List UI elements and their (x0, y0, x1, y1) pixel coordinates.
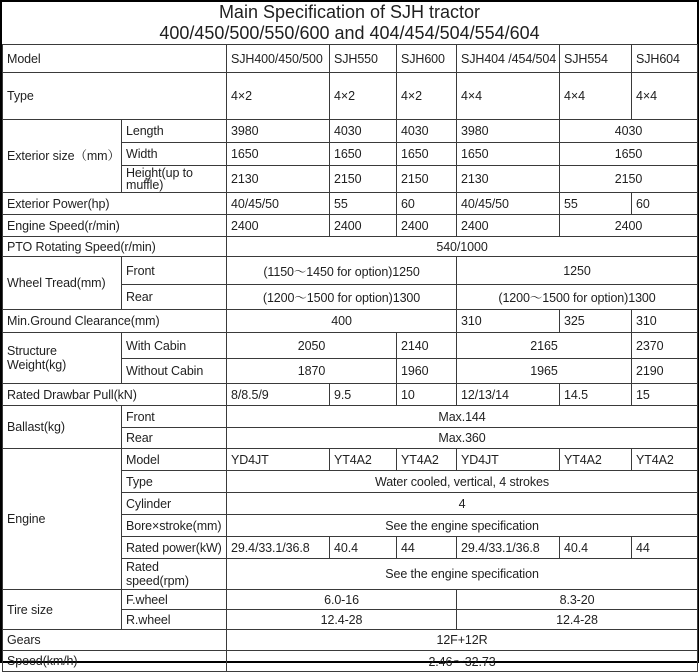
exterior-power-value: 40/45/50 (227, 193, 330, 215)
length-value: 3980 (227, 120, 330, 143)
ground-clearance-value: 310 (632, 310, 698, 333)
front-wheel-label: F.wheel (122, 590, 227, 610)
rated-speed-label: Rated speed(rpm) (122, 559, 227, 590)
engine-model-value: YT4A2 (560, 449, 632, 471)
tire-size-label: Tire size (3, 590, 122, 630)
width-value: 1650 (227, 143, 330, 166)
wheel-tread-rear-value: (1200～1500 for option)1300 (457, 285, 698, 310)
pto-label: PTO Rotating Speed(r/min) (3, 237, 227, 257)
pto-value: 540/1000 (227, 237, 698, 257)
without-cabin-value: 1965 (457, 359, 632, 384)
row-exterior-power (3, 193, 698, 215)
page-title-line1: Main Specification of SJH tractor (218, 2, 481, 22)
spec-table (2, 44, 698, 672)
row-gears (3, 630, 698, 651)
ground-clearance-value: 310 (457, 310, 560, 333)
width-value: 1650 (457, 143, 560, 166)
ground-clearance-value: 325 (560, 310, 632, 333)
rear-wheel-value: 12.4-28 (227, 610, 457, 630)
exterior-power-value: 60 (397, 193, 457, 215)
front-wheel-value: 6.0-16 (227, 590, 457, 610)
height-label: Height(up to muffle) (122, 166, 227, 193)
exterior-size-label: Exterior size（mm） (3, 120, 122, 193)
rated-power-value: 40.4 (560, 537, 632, 559)
model-row-label: Model (3, 45, 227, 73)
rated-power-value: 29.4/33.1/36.8 (227, 537, 330, 559)
exterior-power-value: 55 (330, 193, 397, 215)
engine-type-value: Water cooled, vertical, 4 strokes (227, 471, 698, 493)
model-value: SJH400/450/500 (227, 45, 330, 73)
exterior-power-value: 60 (632, 193, 698, 215)
wheel-tread-label: Wheel Tread(mm) (3, 257, 122, 310)
rated-power-value: 44 (632, 537, 698, 559)
drawbar-value: 15 (632, 384, 698, 406)
height-value: 2150 (330, 166, 397, 193)
length-value: 4030 (397, 120, 457, 143)
type-value: 4×4 (457, 73, 560, 120)
engine-model-label: Model (122, 449, 227, 471)
model-value: SJH404 /454/504 (457, 45, 560, 73)
without-cabin-label: Without Cabin (122, 359, 227, 384)
drawbar-value: 10 (397, 384, 457, 406)
wheel-tread-front-label: Front (122, 257, 227, 285)
row-model (3, 45, 698, 73)
rated-speed-value: See the engine specification (227, 559, 698, 590)
engine-speed-label: Engine Speed(r/min) (3, 215, 227, 237)
with-cabin-value: 2165 (457, 333, 632, 359)
row-engine-model (3, 449, 698, 471)
wheel-tread-rear-label: Rear (122, 285, 227, 310)
engine-speed-value: 2400 (560, 215, 698, 237)
width-value: 1650 (560, 143, 698, 166)
engine-model-value: YT4A2 (330, 449, 397, 471)
length-value: 4030 (560, 120, 698, 143)
bore-stroke-label: Bore×stroke(mm) (122, 515, 227, 537)
engine-speed-value: 2400 (457, 215, 560, 237)
gears-label: Gears (3, 630, 227, 651)
row-speed (3, 651, 698, 672)
page-title-line2: 400/450/500/550/600 and 404/454/504/554/604 (159, 23, 540, 43)
engine-speed-value: 2400 (330, 215, 397, 237)
exterior-power-value: 40/45/50 (457, 193, 560, 215)
row-ballast-front (3, 406, 698, 428)
rated-power-value: 44 (397, 537, 457, 559)
rear-wheel-label: R.wheel (122, 610, 227, 630)
cylinder-label: Cylinder (122, 493, 227, 515)
ground-clearance-label: Min.Ground Clearance(mm) (3, 310, 227, 333)
row-with-cabin (3, 333, 698, 359)
drawbar-value: 12/13/14 (457, 384, 560, 406)
engine-model-value: YD4JT (457, 449, 560, 471)
width-value: 1650 (397, 143, 457, 166)
without-cabin-value: 1960 (397, 359, 457, 384)
rated-power-label: Rated power(kW) (122, 537, 227, 559)
height-value: 2150 (560, 166, 698, 193)
type-value: 4×4 (632, 73, 698, 120)
row-ground-clearance (3, 310, 698, 333)
row-engine-speed (3, 215, 698, 237)
type-value: 4×4 (560, 73, 632, 120)
height-value: 2130 (457, 166, 560, 193)
model-value: SJH600 (397, 45, 457, 73)
model-value: SJH550 (330, 45, 397, 73)
row-pto (3, 237, 698, 257)
ballast-rear-label: Rear (122, 428, 227, 449)
engine-speed-value: 2400 (397, 215, 457, 237)
speed-value: 2.46～32.73 (227, 651, 698, 672)
engine-speed-value: 2400 (227, 215, 330, 237)
length-value: 3980 (457, 120, 560, 143)
rated-power-value: 29.4/33.1/36.8 (457, 537, 560, 559)
engine-model-value: YD4JT (227, 449, 330, 471)
type-row-label: Type (3, 73, 227, 120)
type-value: 4×2 (397, 73, 457, 120)
engine-label: Engine (3, 449, 122, 590)
row-type (3, 73, 698, 120)
engine-model-value: YT4A2 (632, 449, 698, 471)
exterior-power-label: Exterior Power(hp) (3, 193, 227, 215)
drawbar-label: Rated Drawbar Pull(kN) (3, 384, 227, 406)
rated-power-value: 40.4 (330, 537, 397, 559)
bore-stroke-value: See the engine specification (227, 515, 698, 537)
without-cabin-value: 2190 (632, 359, 698, 384)
engine-model-value: YT4A2 (397, 449, 457, 471)
row-wheel-tread-front (3, 257, 698, 285)
ground-clearance-value: 400 (227, 310, 457, 333)
row-length (3, 120, 698, 143)
wheel-tread-front-value: 1250 (457, 257, 698, 285)
drawbar-value: 9.5 (330, 384, 397, 406)
gears-value: 12F+12R (227, 630, 698, 651)
drawbar-value: 14.5 (560, 384, 632, 406)
drawbar-value: 8/8.5/9 (227, 384, 330, 406)
length-value: 4030 (330, 120, 397, 143)
front-wheel-value: 8.3-20 (457, 590, 698, 610)
with-cabin-value: 2140 (397, 333, 457, 359)
wheel-tread-front-value: (1150～1450 for option)1250 (227, 257, 457, 285)
wheel-tread-rear-value: (1200～1500 for option)1300 (227, 285, 457, 310)
model-value: SJH604 (632, 45, 698, 73)
structure-weight-label: Structure Weight(kg) (3, 333, 122, 384)
ballast-front-label: Front (122, 406, 227, 428)
speed-label: Speed(km/h) (3, 651, 227, 672)
length-label: Length (122, 120, 227, 143)
page-title (2, 2, 697, 44)
cylinder-value: 4 (227, 493, 698, 515)
engine-type-label: Type (122, 471, 227, 493)
model-value: SJH554 (560, 45, 632, 73)
width-value: 1650 (330, 143, 397, 166)
row-drawbar (3, 384, 698, 406)
exterior-power-value: 55 (560, 193, 632, 215)
type-value: 4×2 (330, 73, 397, 120)
ballast-rear-value: Max.360 (227, 428, 698, 449)
ballast-front-value: Max.144 (227, 406, 698, 428)
with-cabin-label: With Cabin (122, 333, 227, 359)
height-value: 2130 (227, 166, 330, 193)
rear-wheel-value: 12.4-28 (457, 610, 698, 630)
type-value: 4×2 (227, 73, 330, 120)
height-value: 2150 (397, 166, 457, 193)
with-cabin-value: 2050 (227, 333, 397, 359)
without-cabin-value: 1870 (227, 359, 397, 384)
row-tire-front (3, 590, 698, 610)
with-cabin-value: 2370 (632, 333, 698, 359)
width-label: Width (122, 143, 227, 166)
ballast-label: Ballast(kg) (3, 406, 122, 449)
